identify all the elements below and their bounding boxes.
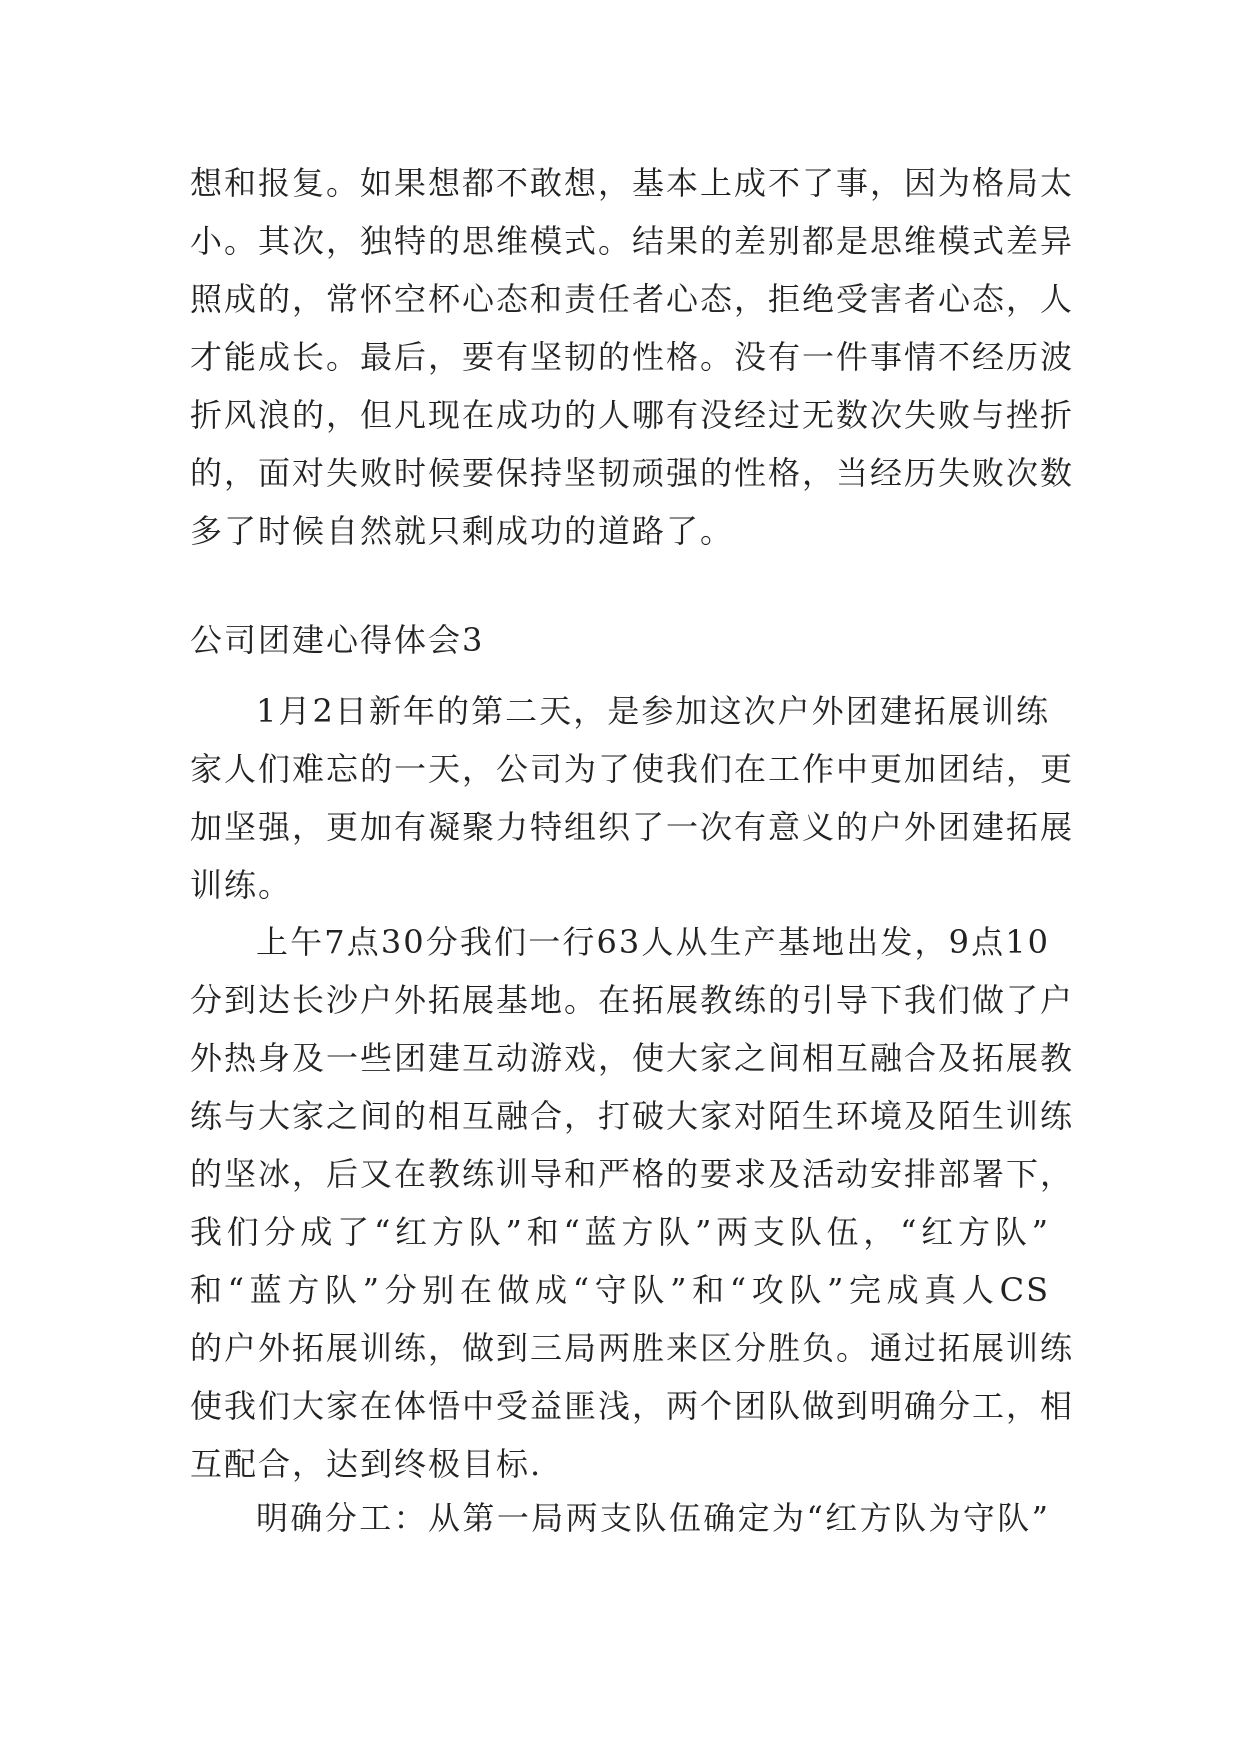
section-heading-text: 公司团建心得体会3 [190,621,485,659]
paragraph-line: 分到达长沙户外拓展基地。在拓展教练的引导下我们做了户 [190,981,1075,1019]
paragraph-line: 的户外拓展训练，做到三局两胜来区分胜负。通过拓展训练 [190,1329,1075,1367]
paragraph-line: 互配合，达到终极目标. [190,1445,543,1483]
paragraph-line: 的坚冰，后又在教练训导和严格的要求及活动安排部署下， [190,1155,1075,1193]
paragraph-line: 才能成长。最后，要有坚韧的性格。没有一件事情不经历波 [190,338,1075,376]
paragraph-line: 我们分成了“红方队”和“蓝方队”两支队伍，“红方队” [190,1213,1050,1251]
section-heading [190,611,1050,669]
paragraph-line: 练与大家之间的相互融合，打破大家对陌生环境及陌生训练 [190,1097,1075,1135]
paragraph-line: 想和报复。如果想都不敢想，基本上成不了事，因为格局太 [190,164,1075,202]
paragraph-line: 1月2日新年的第二天，是参加这次户外团建拓展训练 [256,692,1050,730]
paragraph-2 [190,682,1075,914]
paragraph-line: 家人们难忘的一天，公司为了使我们在工作中更加团结，更 [190,750,1075,788]
paragraph-line: 多了时候自然就只剩成功的道路了。 [190,512,735,550]
paragraph-line: 小。其次，独特的思维模式。结果的差别都是思维模式差异 [190,222,1075,260]
paragraph-4 [190,1489,1050,1547]
paragraph-line: 训练。 [190,866,293,904]
paragraph-line: 上午7点30分我们一行63人从生产基地出发，9点10 [256,923,1050,961]
paragraph-3 [190,913,1075,1493]
paragraph-line: 外热身及一些团建互动游戏，使大家之间相互融合及拓展教 [190,1039,1075,1077]
paragraph-line: 明确分工：从第一局两支队伍确定为“红方队为守队” [256,1499,1050,1537]
paragraph-line: 照成的，常怀空杯心态和责任者心态，拒绝受害者心态，人 [190,280,1075,318]
paragraph-1 [190,154,1075,560]
paragraph-line: 使我们大家在体悟中受益匪浅，两个团队做到明确分工，相 [190,1387,1075,1425]
paragraph-line: 和“蓝方队”分别在做成“守队”和“攻队”完成真人CS [190,1271,1050,1309]
paragraph-line: 的，面对失败时候要保持坚韧顽强的性格，当经历失败次数 [190,454,1075,492]
paragraph-line: 加坚强，更加有凝聚力特组织了一次有意义的户外团建拓展 [190,808,1075,846]
paragraph-line: 折风浪的，但凡现在成功的人哪有没经过无数次失败与挫折 [190,396,1075,434]
